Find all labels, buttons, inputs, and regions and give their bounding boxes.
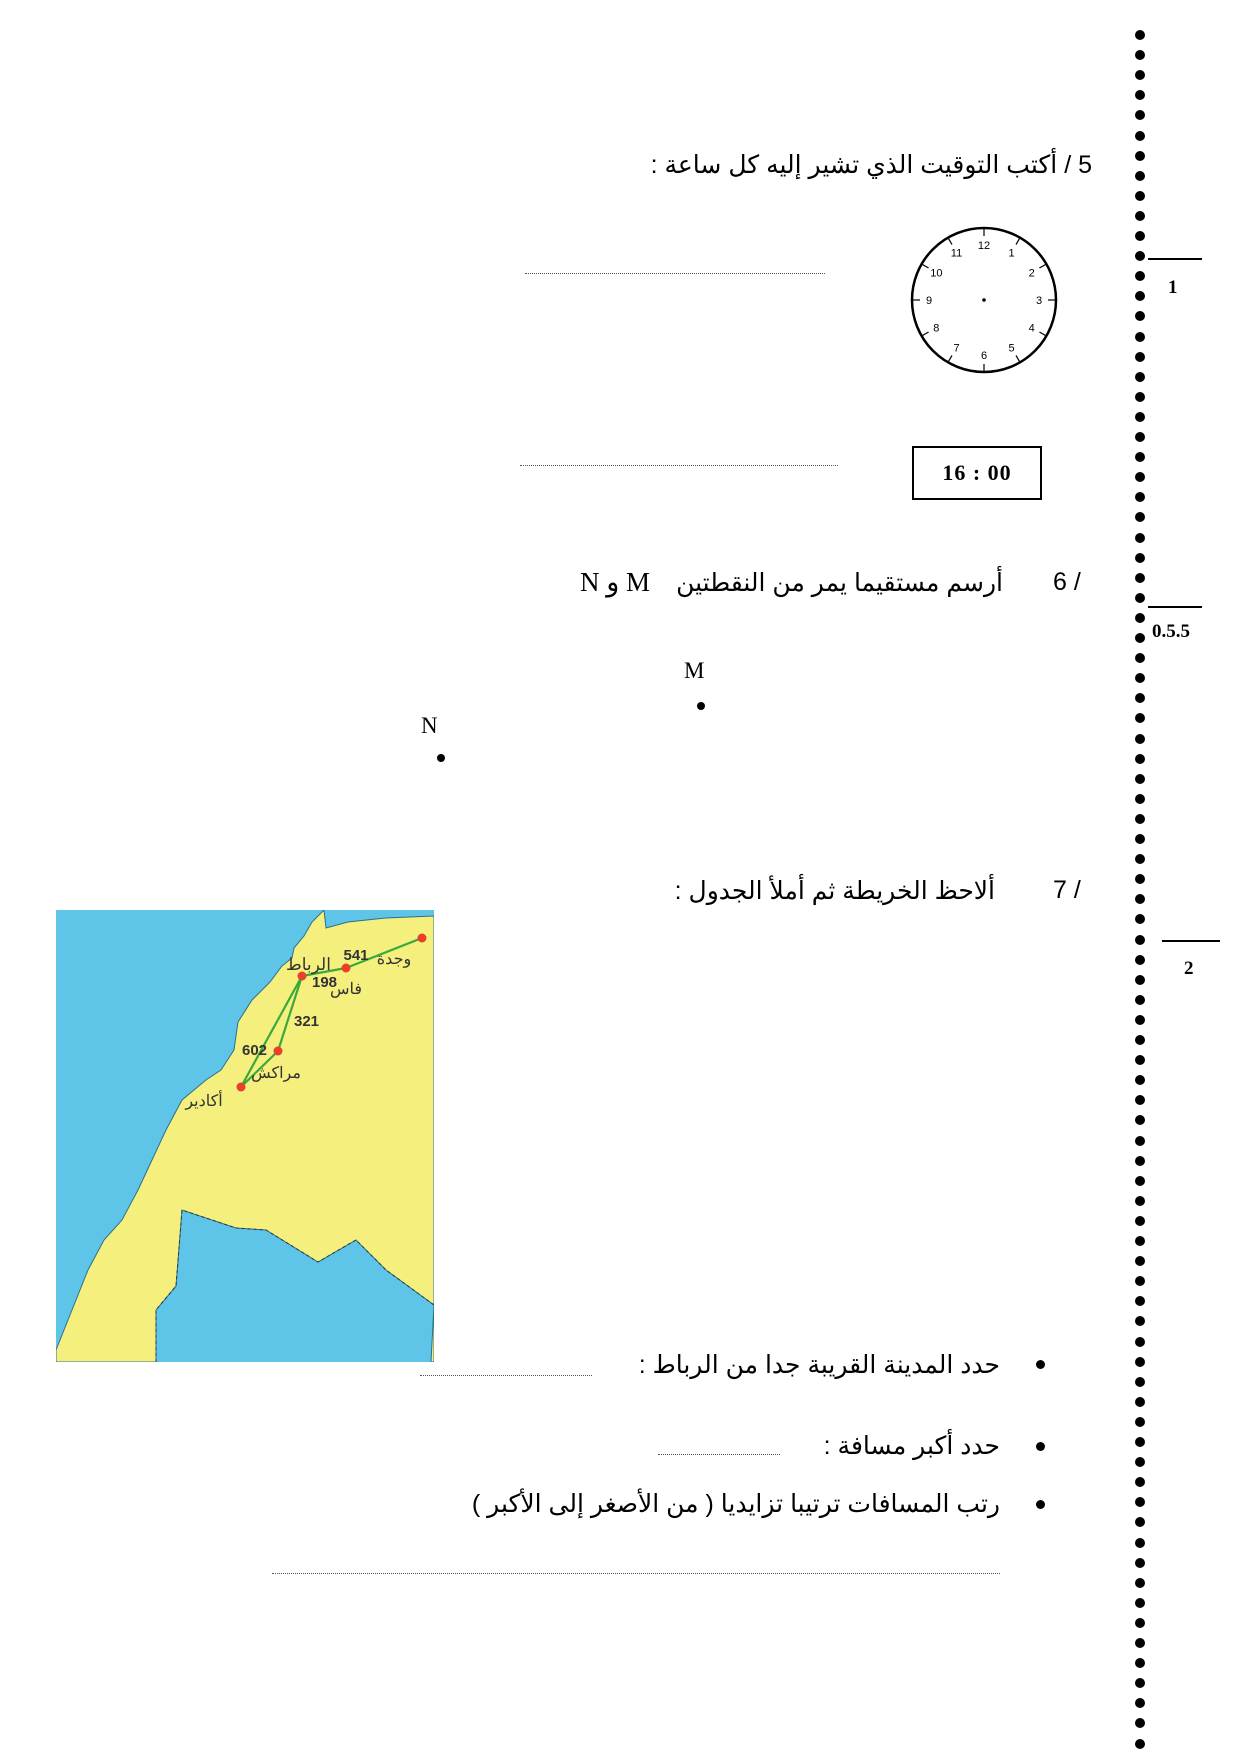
analog-clock <box>908 224 1060 376</box>
clock-tick <box>922 332 929 336</box>
margin-dot <box>1135 70 1145 80</box>
clock-number: 7 <box>953 342 960 355</box>
question-6-instruction: أرسم مستقيما يمر من النقطتين <box>676 569 1003 597</box>
margin-dot <box>1135 1176 1145 1186</box>
margin-dot <box>1135 1196 1145 1206</box>
margin-dot <box>1135 231 1145 241</box>
score-line-2 <box>1148 606 1202 608</box>
margin-dot <box>1135 30 1145 40</box>
margin-dot <box>1135 1256 1145 1266</box>
clock-tick <box>1016 238 1020 245</box>
margin-dot <box>1135 211 1145 221</box>
margin-dot <box>1135 1698 1145 1708</box>
margin-dot <box>1135 1357 1145 1367</box>
point-m-label: M <box>684 658 705 683</box>
question-6-number: 6 / <box>1053 568 1081 596</box>
point-n-dot <box>437 754 445 762</box>
score-line-3 <box>1162 940 1220 942</box>
margin-dot <box>1135 1236 1145 1246</box>
margin-dot <box>1135 1156 1145 1166</box>
clock-tick <box>1039 332 1046 336</box>
margin-dot <box>1135 633 1145 643</box>
clock-number: 1 <box>1008 247 1015 260</box>
margin-dot <box>1135 1316 1145 1326</box>
margin-dot <box>1135 1337 1145 1347</box>
margin-dot <box>1135 1638 1145 1648</box>
margin-dot <box>1135 935 1145 945</box>
city-dot-marrakech <box>274 1047 283 1056</box>
question-7-number: 7 / <box>1053 876 1081 904</box>
bullet-2-text: حدد أكبر مسافة : <box>823 1432 1000 1460</box>
clock-number: 2 <box>1028 267 1035 280</box>
margin-dot <box>1135 553 1145 563</box>
margin-dot <box>1135 673 1145 683</box>
margin-dot <box>1135 1578 1145 1588</box>
map-label-agadir: أكادير <box>185 1093 223 1110</box>
map-distance-rabat-agadir: 602 <box>242 1042 268 1059</box>
margin-dot <box>1135 251 1145 261</box>
margin-dot <box>1135 1718 1145 1728</box>
margin-dot <box>1135 975 1145 985</box>
margin-dot <box>1135 774 1145 784</box>
bullet-1-dot <box>1036 1360 1045 1369</box>
map-label-fes: فاس <box>329 981 363 998</box>
margin-dot <box>1135 995 1145 1005</box>
digital-clock: 16 : 00 <box>912 446 1042 500</box>
score-value-2: 0.5.5 <box>1152 621 1190 642</box>
margin-dot <box>1135 754 1145 764</box>
margin-dot <box>1135 794 1145 804</box>
map-distance-rabat-marrakech: 321 <box>294 1013 320 1030</box>
clock-number: 11 <box>950 247 963 260</box>
map-label-oujda: وجدة <box>376 951 412 968</box>
margin-dot <box>1135 472 1145 482</box>
margin-dot-rail <box>1135 14 1147 1754</box>
clock-number: 12 <box>977 240 991 252</box>
margin-dot <box>1135 1377 1145 1387</box>
margin-dot <box>1135 50 1145 60</box>
bullet-3-text: رتب المسافات ترتيبا تزايديا ( من الأصغر إلى الأكبر ) <box>471 1490 1000 1518</box>
margin-dot <box>1135 1035 1145 1045</box>
margin-dot <box>1135 492 1145 502</box>
answer-line-digital[interactable] <box>520 465 838 466</box>
margin-dot <box>1135 854 1145 864</box>
margin-dot <box>1135 533 1145 543</box>
clock-tick <box>1039 264 1046 268</box>
margin-dot <box>1135 1739 1145 1749</box>
margin-dot <box>1135 271 1145 281</box>
margin-dot <box>1135 713 1145 723</box>
margin-dot <box>1135 1397 1145 1407</box>
margin-dot <box>1135 573 1145 583</box>
margin-dot <box>1135 191 1145 201</box>
margin-dot <box>1135 693 1145 703</box>
margin-dot <box>1135 392 1145 402</box>
margin-dot <box>1135 110 1145 120</box>
map-label-marrakech: مراكش <box>251 1065 301 1082</box>
margin-dot <box>1135 1296 1145 1306</box>
morocco-map <box>56 910 434 1362</box>
margin-dot <box>1135 1216 1145 1226</box>
bullet-2-dot <box>1036 1442 1045 1451</box>
margin-dot <box>1135 894 1145 904</box>
margin-dot <box>1135 171 1145 181</box>
answer-line-nearest-city[interactable] <box>420 1375 592 1376</box>
margin-dot <box>1135 1538 1145 1548</box>
margin-dot <box>1135 1678 1145 1688</box>
margin-dot <box>1135 1477 1145 1487</box>
margin-dot <box>1135 412 1145 422</box>
margin-dot <box>1135 1618 1145 1628</box>
margin-dot <box>1135 1075 1145 1085</box>
margin-dot <box>1135 1276 1145 1286</box>
margin-dot <box>1135 874 1145 884</box>
clock-number: 5 <box>1008 342 1015 355</box>
margin-dot <box>1135 1115 1145 1125</box>
map-label-rabat: الرباط <box>286 955 331 974</box>
answer-line-ordering[interactable] <box>272 1573 1000 1574</box>
clock-number: 4 <box>1028 322 1035 335</box>
margin-dot <box>1135 151 1145 161</box>
margin-dot <box>1135 1437 1145 1447</box>
clock-tick <box>948 238 952 245</box>
question-6-points: M و N <box>580 567 651 597</box>
margin-dot <box>1135 914 1145 924</box>
margin-dot <box>1135 1598 1145 1608</box>
margin-dot <box>1135 1095 1145 1105</box>
score-value-3: 2 <box>1184 958 1194 979</box>
point-n-label: N <box>421 713 438 738</box>
margin-dot <box>1135 332 1145 342</box>
bullet-1-text: حدد المدينة القريبة جدا من الرباط : <box>638 1351 1000 1379</box>
clock-tick <box>922 264 929 268</box>
margin-dot <box>1135 593 1145 603</box>
clock-number: 3 <box>1035 295 1043 307</box>
question-5-title: 5 / أكتب التوقيت الذي تشير إليه كل ساعة : <box>650 151 1092 179</box>
margin-dot <box>1135 452 1145 462</box>
margin-dot <box>1135 432 1145 442</box>
clock-tick <box>1016 355 1020 362</box>
answer-line-clock[interactable] <box>525 273 825 274</box>
clock-number: 9 <box>925 295 933 307</box>
margin-dot <box>1135 291 1145 301</box>
score-line-1 <box>1148 258 1202 260</box>
margin-dot <box>1135 1517 1145 1527</box>
bullet-3-dot <box>1036 1500 1045 1509</box>
margin-dot <box>1135 352 1145 362</box>
map-distance-rabat-fes: 198 <box>312 974 338 991</box>
clock-number: 8 <box>933 322 940 335</box>
margin-dot <box>1135 372 1145 382</box>
answer-line-largest-distance[interactable] <box>658 1454 780 1455</box>
clock-center-dot <box>982 298 986 302</box>
margin-dot <box>1135 311 1145 321</box>
question-7-instruction: ألاحظ الخريطة ثم أملأ الجدول : <box>674 877 995 905</box>
city-dot-fes <box>342 964 351 973</box>
margin-dot <box>1135 512 1145 522</box>
margin-dot <box>1135 1055 1145 1065</box>
margin-dot <box>1135 734 1145 744</box>
margin-dot <box>1135 955 1145 965</box>
margin-dot <box>1135 1497 1145 1507</box>
margin-dot <box>1135 90 1145 100</box>
margin-dot <box>1135 1658 1145 1668</box>
city-dot-agadir <box>237 1083 246 1092</box>
clock-number: 6 <box>980 350 988 362</box>
clock-number: 10 <box>930 267 943 280</box>
margin-dot <box>1135 814 1145 824</box>
score-value-1: 1 <box>1168 277 1178 298</box>
margin-dot <box>1135 1417 1145 1427</box>
margin-dot <box>1135 1015 1145 1025</box>
margin-dot <box>1135 131 1145 141</box>
margin-dot <box>1135 834 1145 844</box>
map-distance-oujda-fes: 541 <box>343 947 369 964</box>
point-m-dot <box>697 702 705 710</box>
margin-dot <box>1135 1558 1145 1568</box>
margin-dot <box>1135 1457 1145 1467</box>
margin-dot <box>1135 1136 1145 1146</box>
clock-tick <box>948 355 952 362</box>
margin-dot <box>1135 613 1145 623</box>
margin-dot <box>1135 653 1145 663</box>
city-dot-oujda <box>418 934 427 943</box>
